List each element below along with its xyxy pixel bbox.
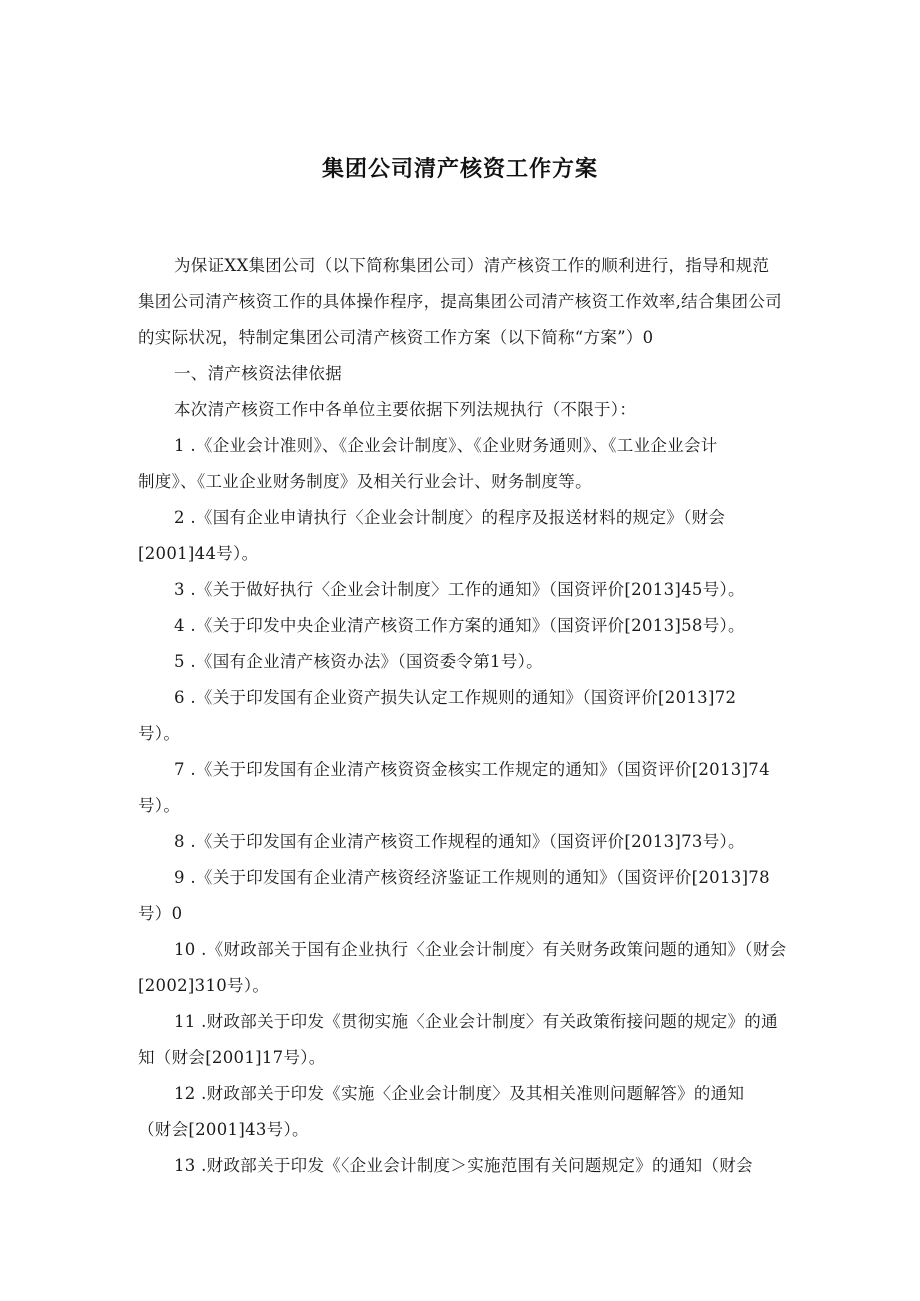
list-item: 5 .《国有企业清产核资办法》（国资委令第1号）。 xyxy=(174,652,543,671)
list-item: 10 .《财政部关于国有企业执行〈企业会计制度〉有关财务政策问题的通知》（财会 xyxy=(174,940,787,959)
list-item-continuation: （财会[2001]43号）。 xyxy=(138,1120,309,1139)
paragraph-line: 为保证XX集团公司（以下简称集团公司）清产核资工作的顺利进行，指导和规范 xyxy=(174,256,770,275)
list-item-continuation: 号）0 xyxy=(138,904,183,923)
list-item-continuation: 号）。 xyxy=(138,796,181,815)
list-item: 1 .《企业会计准则》、《企业会计制度》、《企业财务通则》、《工业企业会计 xyxy=(174,436,718,455)
list-item: 2 .《国有企业申请执行〈企业会计制度〉的程序及报送材料的规定》（财会 xyxy=(174,508,726,527)
section-heading: 一、清产核资法律依据 xyxy=(174,364,342,383)
list-item: 7 .《关于印发国有企业清产核资资金核实工作规定的通知》（国资评价[2013]74 xyxy=(174,760,770,779)
list-item: 4 .《关于印发中央企业清产核资工作方案的通知》（国资评价[2013]58号）。 xyxy=(174,616,745,635)
list-item: 3 .《关于做好执行〈企业会计制度〉工作的通知》（国资评价[2013]45号）。 xyxy=(174,580,745,599)
list-item-continuation: 知（财会[2001]17号）。 xyxy=(138,1048,326,1067)
list-item: 11 .财政部关于印发《贯彻实施〈企业会计制度〉有关政策衔接问题的规定》的通 xyxy=(174,1012,778,1031)
list-item-continuation: 制度》、《工业企业财务制度》及相关行业会计、财务制度等。 xyxy=(138,472,592,491)
list-item: 9 .《关于印发国有企业清产核资经济鉴证工作规则的通知》（国资评价[2013]78 xyxy=(174,868,770,887)
list-item: 13 .财政部关于印发《〈企业会计制度＞实施范围有关问题规定》的通知（财会 xyxy=(174,1156,753,1175)
paragraph-line: 本次清产核资工作中各单位主要依据下列法规执行（不限于）： xyxy=(174,400,637,419)
list-item-continuation: [2001]44号）。 xyxy=(138,544,259,563)
paragraph-line: 集团公司清产核资工作的具体操作程序，提高集团公司清产核资工作效率,结合集团公司 xyxy=(138,292,782,311)
list-item: 6 .《关于印发国有企业资产损失认定工作规则的通知》（国资评价[2013]72 xyxy=(174,688,737,707)
list-item: 12 .财政部关于印发《实施〈企业会计制度〉及其相关准则问题解答》的通知 xyxy=(174,1084,745,1103)
document-title: 集团公司清产核资工作方案 xyxy=(321,157,598,182)
list-item-continuation: 号）。 xyxy=(138,724,181,743)
list-item-continuation: [2002]310号）。 xyxy=(138,976,270,995)
list-item: 8 .《关于印发国有企业清产核资工作规程的通知》（国资评价[2013]73号）。 xyxy=(174,832,745,851)
paragraph-line: 的实际状况，特制定集团公司清产核资工作方案（以下简称“方案”）0 xyxy=(138,328,654,347)
